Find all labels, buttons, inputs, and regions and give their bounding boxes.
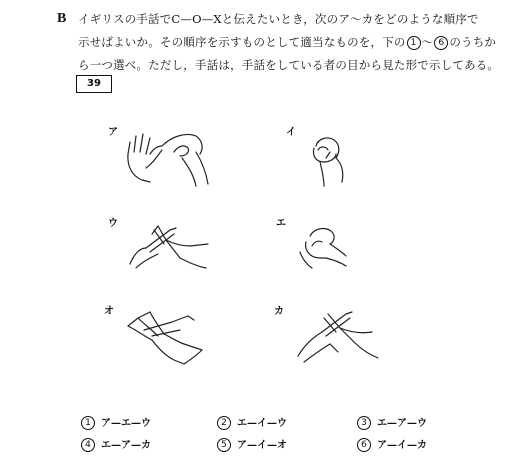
choice-4-number: 4	[81, 438, 95, 452]
range-start-number: 1	[407, 36, 421, 50]
choice-5[interactable]	[216, 438, 287, 453]
choice-5-text: ア—イ—オ	[237, 440, 287, 451]
picture-label-o: オ	[104, 306, 114, 317]
hand-c-curve-icon	[296, 222, 356, 272]
choice-1-text: ア—エ—ウ	[101, 418, 151, 429]
choice-6-number: 6	[357, 438, 371, 452]
hands-x-flat-icon	[124, 302, 216, 370]
choice-1[interactable]	[80, 416, 151, 431]
hand-o-shape-icon	[302, 130, 354, 190]
range-end-number: 6	[434, 36, 448, 50]
choice-4[interactable]	[80, 438, 151, 453]
question-line-3: ら一つ選べ。ただし，手話は，手話をしている者の目から見た形で示してある。	[78, 58, 500, 72]
question-letter: B	[57, 11, 67, 26]
choice-3-text: エ—ア—ウ	[377, 418, 427, 429]
hands-c-shape-icon	[122, 122, 214, 192]
hands-crossed-fingers-icon	[124, 218, 214, 274]
picture-label-u: ウ	[108, 218, 118, 229]
choice-5-number: 5	[217, 438, 231, 452]
choice-1-number: 1	[81, 416, 95, 430]
range-tilde: 〜	[421, 35, 434, 49]
choice-6-text: ア—イ—カ	[377, 440, 427, 451]
choice-4-text: エ—ア—カ	[101, 440, 151, 451]
choice-2[interactable]	[216, 416, 287, 431]
choice-3-number: 3	[357, 416, 371, 430]
question-line-2-text-b: のうちか	[449, 35, 497, 49]
choice-2-text: エ—イ—ウ	[237, 418, 287, 429]
question-line-2-text-a: 示せばよいか。その順序を示すものとして適当なものを，下の	[78, 35, 406, 49]
picture-label-ka: カ	[274, 306, 284, 317]
choice-6[interactable]	[356, 438, 427, 453]
answer-number-box: 39	[76, 75, 112, 93]
picture-label-i: イ	[286, 127, 296, 138]
picture-label-a: ア	[108, 127, 118, 138]
question-line-2	[78, 35, 496, 50]
choice-2-number: 2	[217, 416, 231, 430]
picture-label-e: エ	[276, 218, 286, 229]
question-line-1: イギリスの手話でC—O—Xと伝えたいとき，次のア〜カをどのような順序で	[78, 12, 479, 26]
choice-3[interactable]	[356, 416, 427, 431]
hands-x-cross-icon	[290, 302, 384, 370]
